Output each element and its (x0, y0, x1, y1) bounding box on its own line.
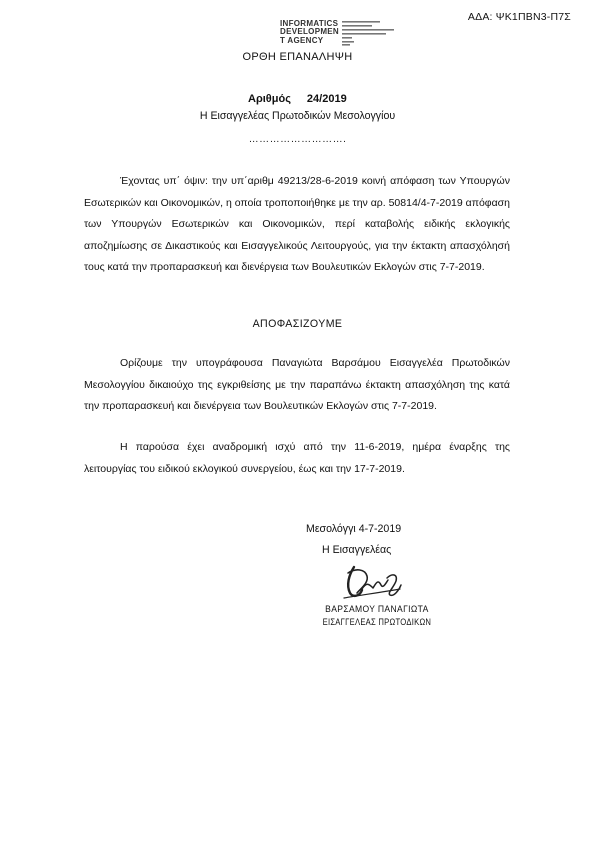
handwritten-signature (340, 563, 404, 603)
stamp-title-line: T AGENCY (280, 35, 324, 45)
stamp-small-text-graphic (342, 20, 402, 46)
seal-role: ΕΙΣΑΓΓΕΛΕΑΣ ΠΡΩΤΟΔΙΚΩΝ (322, 617, 432, 627)
signer-title: Η Εισαγγελέας (322, 544, 392, 556)
stamp-title-line: DEVELOPMEN (280, 27, 340, 37)
validity-paragraph: Η παρούσα έχει αναδρομική ισχύ από την 11-6-2019, ημέρα έναρξης της λειτουργίας του ειδικού εκλογικού συνεργείου, έως και την 17-7-2019. (84, 441, 510, 475)
seal-name: ΒΑΡΣΑΜΟΥ ΠΑΝΑΓΙΩΤΑ (325, 604, 429, 615)
stamp-title (280, 20, 339, 45)
number-value: 24/2019 (306, 93, 347, 105)
number-label: Αριθμός (248, 93, 291, 105)
decision-paragraph: Ορίζουμε την υπογράφουσα Παναγιώτα Βαρσάμου Εισαγγελέα Πρωτοδικών Μεσολογγίου δικαιούχο της εγκριθείσης με την παραπάνω έκτακτη απασχόληση της κατά την προπαρασκευή και διενέργεια των Βουλευτικών Εκλογών στις 7-7-2019. (84, 357, 510, 413)
official-seal (313, 604, 441, 627)
place-date: Μεσολόγγι 4-7-2019 (306, 523, 402, 535)
informatics-agency-stamp (280, 20, 339, 45)
considering-paragraph: Έχοντας υπ΄ όψιν: την υπ΄αριθμ 49213/28-6-2019 κοινή απόφαση των Υπουργών Εσωτερικών και Οικονομικών, η οποία τροποποιήθηκε με την αρ. 50814/4-7-2019 απόφαση των Υπουργών Εσωτερικών και Οικονομικών, περί καταβολής ειδικής εκλογικής αποζημίωσης σε Δικαστικούς και Εισαγγελικούς Λειτουργούς, για την έκτακτη απασχόλησή τους κατά την προπαρασκευή και διενέργεια των Βουλευτικών Εκλογών στις 7-7-2019. (84, 175, 510, 274)
document-number (248, 93, 347, 105)
decision-heading: ΑΠΟΦΑΣΙΖΟΥΜΕ (252, 318, 343, 330)
correction-notice-text: ΟΡΘΗ ΕΠΑΝΑΛΗΨΗ (242, 51, 353, 63)
issuing-authority: Η Εισαγγελέας Πρωτοδικών Μεσολογγίου (199, 110, 396, 122)
ada-code: ΑΔΑ: ΨΚ1ΠΒΝ3-Π7Σ (467, 11, 571, 23)
separator: ………………………. (248, 134, 347, 145)
correction-notice (0, 51, 595, 63)
stamp-title-line: INFORMATICS (280, 19, 339, 28)
